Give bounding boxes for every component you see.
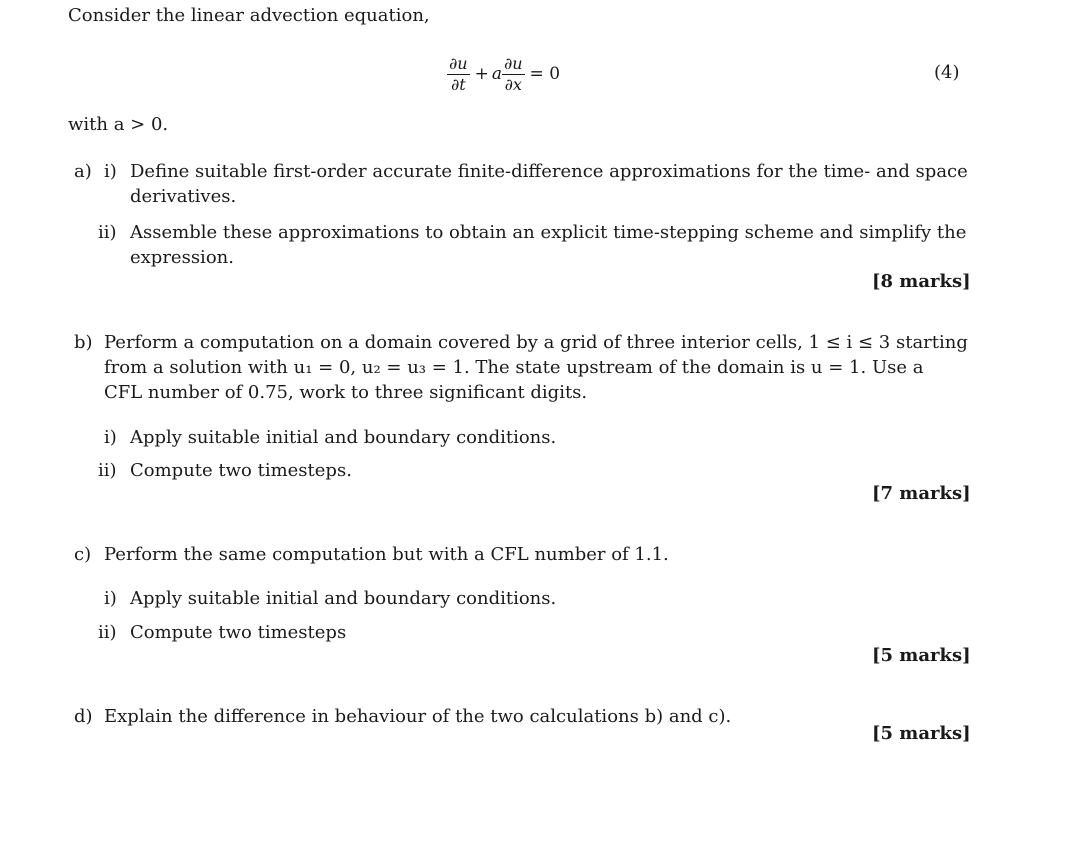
part-a-marks: [8 marks] xyxy=(872,271,971,292)
part-a-i-line2: derivatives. xyxy=(130,186,237,207)
equation-number: (4) xyxy=(934,62,960,83)
part-c-ii-text: Compute two timesteps xyxy=(130,622,347,643)
part-c-i-label: i) xyxy=(104,588,117,609)
part-b-line2: from a solution with u₁ = 0, u₂ = u₃ = 1. The state upstream of the domain is u = 1. Use a xyxy=(104,357,924,378)
part-c-text: Perform the same computation but with a CFL number of 1.1. xyxy=(104,544,669,565)
part-a-i-line1: Define suitable first-order accurate finite-difference approximations for the time- and space xyxy=(130,161,968,182)
part-b-marks: [7 marks] xyxy=(872,483,971,504)
part-b-line1: Perform a computation on a domain covered by a grid of three interior cells, 1 ≤ i ≤ 3 starting xyxy=(104,332,968,353)
part-b-i-text: Apply suitable initial and boundary conditions. xyxy=(130,427,557,448)
part-c-ii-label: ii) xyxy=(98,622,117,643)
part-b-label: b) xyxy=(74,332,93,353)
part-a-ii-line1: Assemble these approximations to obtain an explicit time-stepping scheme and simplify the xyxy=(130,222,967,243)
part-a-ii-label: ii) xyxy=(98,222,117,243)
part-c-i-text: Apply suitable initial and boundary conditions. xyxy=(130,588,557,609)
part-d-text: Explain the difference in behaviour of the two calculations b) and c). xyxy=(104,706,732,727)
part-b-line3: CFL number of 0.75, work to three significant digits. xyxy=(104,382,588,403)
part-b-ii-label: ii) xyxy=(98,460,117,481)
space-derivative: $\frac{\partial u}{\partial x}$ xyxy=(503,53,523,94)
part-b-i-label: i) xyxy=(104,427,117,448)
part-d-label: d) xyxy=(74,706,93,727)
intro-text: Consider the linear advection equation, xyxy=(68,5,430,26)
advection-equation: $\frac{\partial u}{\partial t}$ + a $\frac{\partial u}{\partial x}$ = 0 xyxy=(449,53,561,94)
part-a-ii-line2: expression. xyxy=(130,247,234,268)
condition-text: with a > 0. xyxy=(68,114,169,135)
part-c-label: c) xyxy=(74,544,92,565)
part-a-label: a) xyxy=(74,161,92,182)
part-a-i-label: i) xyxy=(104,161,117,182)
time-derivative: $\frac{\partial u}{\partial t}$ xyxy=(449,53,468,94)
part-d-marks: [5 marks] xyxy=(872,723,971,744)
part-b-ii-text: Compute two timesteps. xyxy=(130,460,352,481)
part-c-marks: [5 marks] xyxy=(872,645,971,666)
